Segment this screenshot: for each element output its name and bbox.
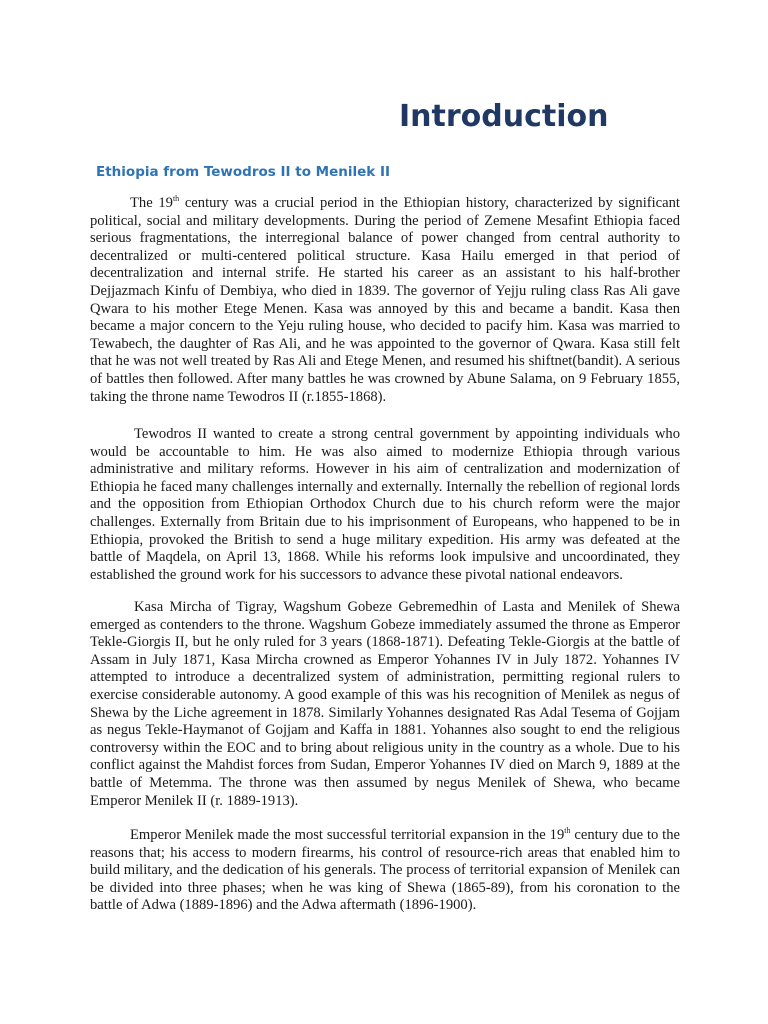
page-title: Introduction	[399, 99, 609, 134]
paragraph-4	[90, 827, 680, 915]
paragraph-1-start: The 19	[130, 195, 173, 211]
paragraph-4-start: Emperor Menilek made the most successful territorial expansion in the 19	[130, 827, 565, 843]
paragraph-1-superscript: th	[172, 194, 180, 204]
paragraph-4-superscript: th	[564, 826, 571, 836]
paragraph-4-rest: century due to the reasons that; his access to modern firearms, his control of resource-rich areas that enabled him to build military, and the dedication of his generals. The process of territorial expansion of Menilek can be divided into three phases; when he was king of Shewa (1865-89), from his coronation to the battle of Adwa (1889-1896) and the Adwa aftermath (1896-1900).	[90, 827, 680, 914]
paragraph-1	[90, 195, 680, 406]
paragraph-1-rest: century was a crucial period in the Ethiopian history, characterized by significant political, social and military developments. During the period of Zemene Mesafint Ethiopia faced serious fragmentations, the interregional balance of power changed from central authority to decentralized or multi-centered political structure. Kasa Hailu emerged in that period of decentralization and internal strife. He started his career as an assistant to his half-brother Dejjazmach Kinfu of Dembiya, who died in 1839. The governor of Yejju ruling class Ras Ali gave Qwara to his mother Etege Menen. Kasa was annoyed by this and became a bandit. Kasa then became a major concern to the Yeju ruling house, who decided to pacify him. Kasa was married to Tewabech, the daughter of Ras Ali, and he was appointed to the governor of Qwara. Kasa still felt that he was not well treated by Ras Ali and Etege Menen, and resumed his shiftnet(bandit). A serious of battles then followed. After many battles he was crowned by Abune Salama, on 9 February 1855, taking the throne name Tewodros II (r.1855-1868).	[90, 195, 680, 405]
paragraph-3: Kasa Mircha of Tigray, Wagshum Gobeze Gebremedhin of Lasta and Menilek of Shewa emerged as contenders to the throne. Wagshum Gobeze immediately assumed the throne as Emperor Tekle-Giorgis II, but he only ruled for 3 years (1868-1871). Defeating Tekle-Giorgis at the battle of Assam in July 1871, Kasa Mircha crowned as Emperor Yohannes IV in July 1872. Yohannes IV attempted to introduce a decentralized system of administration, permitting regional rulers to exercise considerable autonomy. A good example of this was his recognition of Menilek as negus of Shewa by the Liche agreement in 1878. Similarly Yohannes designated Ras Adal Tesema of Gojjam as negus Tekle-Haymanot of Gojjam and Kaffa in 1881. Yohannes also sought to end the religious controversy within the EOC and to bring about religious unity in the country as a whole. Due to his conflict against the Mahdist forces from Sudan, Emperor Yohannes IV died on March 9, 1889 at the battle of Metemma. The throne was then assumed by negus Menilek of Shewa, who became Emperor Menilek II (r. 1889-1913).	[90, 599, 680, 809]
paragraph-2: Tewodros II wanted to create a strong central government by appointing individuals who would be accountable to him. He was also aimed to modernize Ethiopia through various administrative and military reforms. However in his aim of centralization and modernization of Ethiopia he faced many challenges internally and externally. Internally the rebellion of regional lords and the opposition from Ethiopian Orthodox Church due to his church reform were the major challenges. Externally from Britain due to his imprisonment of Europeans, who happened to be in Ethiopia, provoked the British to send a huge military expedition. His army was defeated at the battle of Maqdela, on April 13, 1868. While his reforms look impulsive and uncoordinated, they established the ground work for his successors to advance these pivotal national endeavors.	[90, 426, 680, 583]
section-subtitle: Ethiopia from Tewodros II to Menilek II	[96, 164, 391, 180]
